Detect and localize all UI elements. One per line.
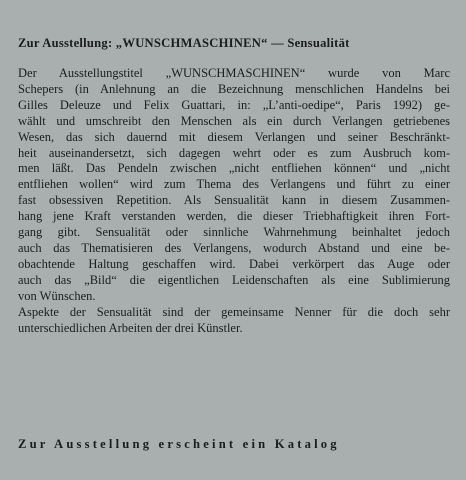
body-line: wählt und umschreibt den Menschen als ein durch Verlangen getriebenes bbox=[18, 113, 450, 128]
body-line: men läßt. Das Pendeln zwischen „nicht entfliehen können“ und „nicht bbox=[18, 161, 450, 176]
body-line: heit auseinandersetzt, sich dagegen wehrt oder es zum Ausbruch kom- bbox=[18, 145, 450, 160]
body-line: Wesen, das sich dauernd mit diesem Verlangen und seiner Beschränkt- bbox=[18, 129, 450, 144]
page-title: Zur Ausstellung: „WUNSCHMASCHINEN“ — Sensualität bbox=[18, 36, 350, 50]
body-line: Gilles Deleuze und Felix Guattari, in: „L’anti-oedipe“, Paris 1992) ge- bbox=[18, 97, 450, 112]
body-line: entfliehen wollen“ wird zum Thema des Verlangens und führt zu einer bbox=[18, 177, 450, 192]
body-line: auch das Thematisieren des Verlangens, wodurch Abstand und eine be- bbox=[18, 240, 450, 255]
body-line: auch das „Bild“ die eigentlichen Leidenschaften als eine Sublimierung bbox=[18, 272, 450, 287]
body-line: Der Ausstellungstitel „WUNSCHMASCHINEN“ wurde von Marc bbox=[18, 66, 450, 80]
body-paragraphs bbox=[18, 66, 450, 336]
body-line: gang gibt. Sensualität oder sinnliche Wahrnehmung beinhaltet jedoch bbox=[18, 225, 450, 240]
body-line: von Wünschen. bbox=[18, 288, 96, 303]
body-line: Schepers (in Anlehnung an die Bezeichnung menschlichen Handelns bei bbox=[18, 81, 450, 96]
body-line: Aspekte der Sensualität sind der gemeinsame Nenner für die doch sehr bbox=[18, 304, 450, 319]
body-line: fast obsessiven Repetition. Als Sensualität kann in diesem Zusammen- bbox=[18, 193, 450, 208]
body-line: hang jene Kraft verstanden werden, die dieser Triebhaftigkeit ihren Fort- bbox=[18, 209, 450, 224]
body-line: obachtende Haltung geschaffen wird. Dabei verkörpert das Auge oder bbox=[18, 256, 450, 271]
body-line: unterschiedlichen Arbeiten der drei Künstler. bbox=[18, 320, 243, 335]
catalog-note: Zur Ausstellung erscheint ein Katalog bbox=[18, 437, 340, 451]
